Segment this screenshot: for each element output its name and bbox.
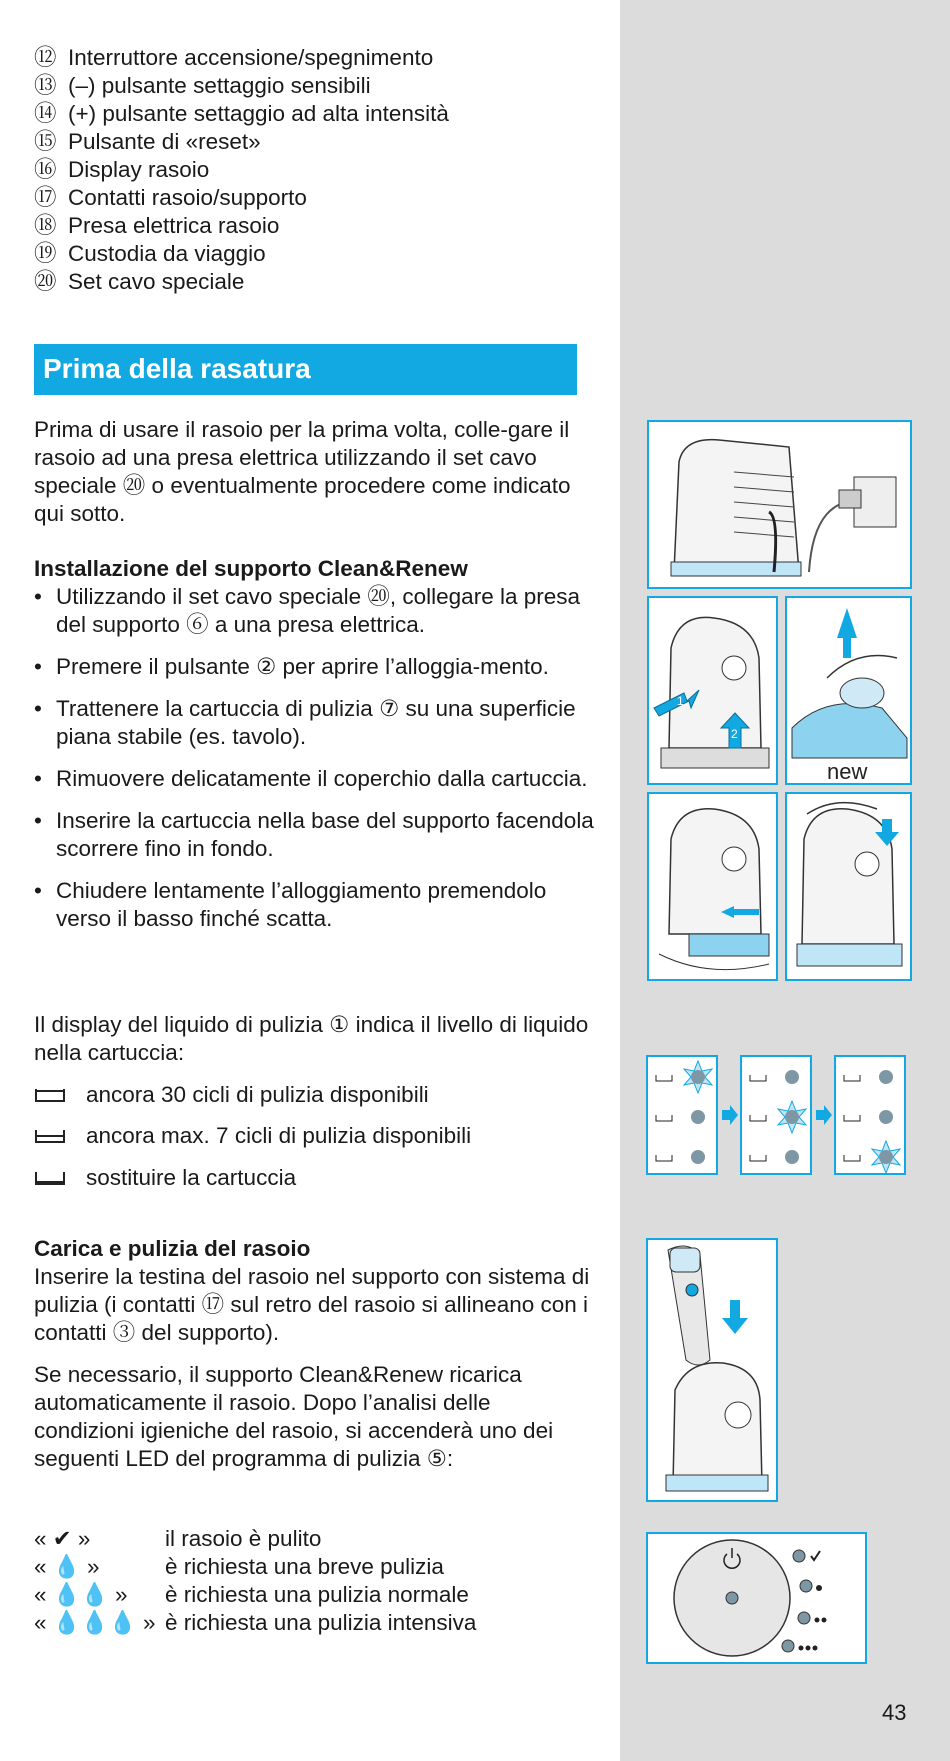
list-item: ⑮ Pulsante di «reset» — [34, 129, 261, 154]
list-item: • Premere il pulsante ② per aprire l’alloggia-mento. — [34, 654, 549, 679]
list-item: • Trattenere la cartuccia di pulizia ⑦ su una superficie piana stabile (es. tavolo). — [34, 696, 576, 749]
level-half-icon — [34, 1128, 66, 1144]
shaver-insert-illustration — [648, 1240, 776, 1500]
charging-heading: Carica e pulizia del rasoio — [34, 1236, 311, 1261]
list-item: ⑲ Custodia da viaggio — [34, 241, 266, 266]
program-leds-illustration — [648, 1534, 865, 1662]
open-housing-illustration — [649, 598, 776, 783]
display-intro: Il display del liquido di pulizia ① indica il livello di liquido nella cartuccia: — [34, 1012, 589, 1065]
level-indicator-empty — [836, 1057, 904, 1173]
installation-section — [34, 555, 594, 933]
figure-close-housing — [785, 792, 912, 981]
list-item: ⑫ Interruttore accensione/spegnimento — [34, 45, 434, 70]
section-title: Prima della rasatura — [43, 353, 311, 384]
station-cable-illustration — [649, 422, 910, 587]
level-full-icon — [34, 1087, 66, 1103]
level-indicator-half — [742, 1057, 810, 1173]
figure-level-half — [740, 1055, 812, 1175]
figure-program-leds — [646, 1532, 867, 1664]
arrow-right-icon — [721, 1104, 739, 1126]
list-item: • Chiudere lentamente l’alloggiamento premendolo verso il basso finché scatta. — [34, 878, 547, 931]
list-item: ⑰ Contatti rasoio/supporto — [34, 185, 307, 210]
figure-insert-cartridge — [647, 792, 778, 981]
program-row: « 💧💧💧 » è richiesta una pulizia intensiva — [34, 1610, 477, 1635]
program-row: « 💧💧 » è richiesta una pulizia normale — [34, 1582, 469, 1607]
level-row: ancora 30 cicli di pulizia disponibili — [34, 1081, 614, 1109]
level-indicator-full — [648, 1057, 716, 1173]
level-row: ancora max. 7 cicli di pulizia disponibili — [34, 1122, 614, 1150]
page-number: 43 — [882, 1700, 907, 1725]
program-row: « ✔ » il rasoio è pulito — [34, 1526, 322, 1551]
program-row: « 💧 » è richiesta una breve pulizia — [34, 1554, 444, 1579]
list-item: • Utilizzando il set cavo speciale ⑳, collegare la presa del supporto ⑥ a una presa elettrica. — [34, 584, 581, 637]
new-label: new — [827, 759, 868, 783]
insert-cartridge-illustration — [649, 794, 776, 979]
figure-level-full — [646, 1055, 718, 1175]
section-banner — [34, 344, 577, 395]
list-item: ⑳ Set cavo speciale — [34, 269, 245, 294]
level-row: sostituire la cartuccia — [34, 1164, 614, 1192]
step-1-label: 1 — [677, 694, 684, 708]
step-2-label: 2 — [731, 727, 738, 741]
list-item: • Inserire la cartuccia nella base del supporto facendola scorrere fino in fondo. — [34, 808, 594, 861]
parts-list — [34, 44, 449, 296]
list-item: ⑯ Display rasoio — [34, 157, 210, 182]
figure-cartridge-lid — [785, 596, 912, 785]
cartridge-lid-illustration — [787, 598, 910, 783]
list-item: • Rimuovere delicatamente il coperchio dalla cartuccia. — [34, 766, 588, 791]
figure-level-empty — [834, 1055, 906, 1175]
arrow-right-icon — [815, 1104, 833, 1126]
list-item: ⑬ (–) pulsante settaggio sensibili — [34, 73, 371, 98]
close-housing-illustration — [787, 794, 910, 979]
charging-section: Carica e pulizia del rasoio Inserire la testina del rasoio nel supporto con sistema di pulizia (i contatti ⑰ sul retro del rasoio si allineano con i contatti ③ del supporto). Se necessario, il supporto Clean&Renew ricarica automaticamente il rasoio. Dopo l’analisi delle condizioni igieniche del rasoio, si accenderà uno dei seguenti LED del programma di pulizia ⑤: — [34, 1235, 594, 1473]
installation-heading: Installazione del supporto Clean&Renew — [34, 556, 468, 581]
figure-station-cable — [647, 420, 912, 589]
figure-shaver-insert — [646, 1238, 778, 1502]
list-item: ⑱ Presa elettrica rasoio — [34, 213, 280, 238]
level-empty-icon — [34, 1170, 66, 1186]
intro-paragraph: Prima di usare il rasoio per la prima volta, colle-gare il rasoio ad una presa elettrica utilizzando il set cavo speciale ⑳ o eventualmente procedere come indicato qui sotto. — [34, 417, 571, 526]
list-item: ⑭ (+) pulsante settaggio ad alta intensità — [34, 101, 449, 126]
figure-open-housing — [647, 596, 778, 785]
